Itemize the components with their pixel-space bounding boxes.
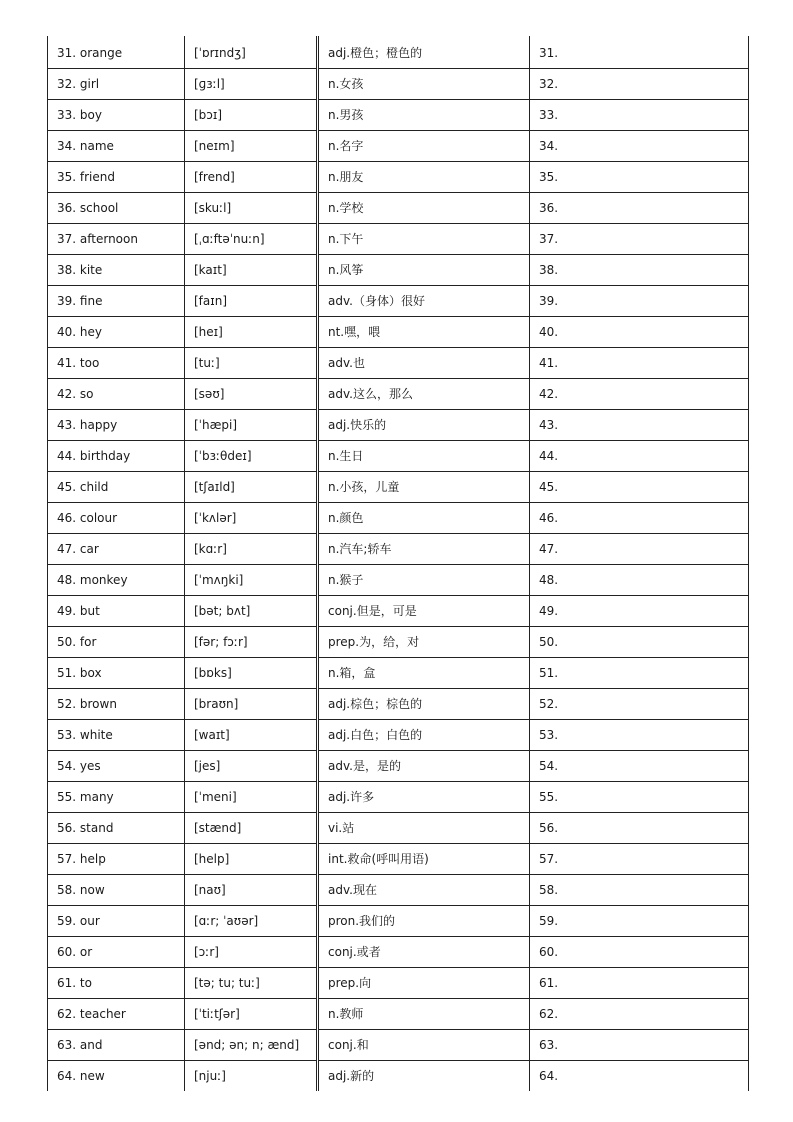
phonetic-cell: [ɡɜːl] (185, 69, 318, 100)
word-cell: 48. monkey (48, 565, 185, 596)
phonetic-cell: [ənd; ən; n; ænd] (185, 1030, 318, 1061)
phonetic-cell: [jes] (185, 751, 318, 782)
table-row (48, 875, 749, 906)
answer-cell: 48. (530, 565, 749, 596)
table-row (48, 937, 749, 968)
table-row (48, 472, 749, 503)
phonetic-cell: [neɪm] (185, 131, 318, 162)
answer-cell: 63. (530, 1030, 749, 1061)
word-cell: 40. hey (48, 317, 185, 348)
table-row (48, 410, 749, 441)
phonetic-cell: [ˈmʌŋki] (185, 565, 318, 596)
table-row (48, 224, 749, 255)
word-cell: 33. boy (48, 100, 185, 131)
definition-cell: int.救命(呼叫用语) (318, 844, 530, 875)
phonetic-cell: [tuː] (185, 348, 318, 379)
answer-cell: 47. (530, 534, 749, 565)
phonetic-cell: [kɑːr] (185, 534, 318, 565)
word-cell: 31. orange (48, 36, 185, 69)
phonetic-cell: [braʊn] (185, 689, 318, 720)
definition-cell: n.猴子 (318, 565, 530, 596)
answer-cell: 49. (530, 596, 749, 627)
phonetic-cell: [waɪt] (185, 720, 318, 751)
answer-cell: 46. (530, 503, 749, 534)
phonetic-cell: [ˈɒrɪndʒ] (185, 36, 318, 69)
table-row (48, 348, 749, 379)
table-row (48, 565, 749, 596)
word-cell: 43. happy (48, 410, 185, 441)
table-row (48, 162, 749, 193)
phonetic-cell: [frend] (185, 162, 318, 193)
answer-cell: 41. (530, 348, 749, 379)
definition-cell: adj.快乐的 (318, 410, 530, 441)
answer-cell: 42. (530, 379, 749, 410)
definition-cell: adv.也 (318, 348, 530, 379)
vocabulary-table-body (48, 36, 749, 1091)
definition-cell: n.女孩 (318, 69, 530, 100)
phonetic-cell: [ɑːr; ˈaʊər] (185, 906, 318, 937)
word-cell: 46. colour (48, 503, 185, 534)
answer-cell: 40. (530, 317, 749, 348)
answer-cell: 52. (530, 689, 749, 720)
word-cell: 47. car (48, 534, 185, 565)
definition-cell: pron.我们的 (318, 906, 530, 937)
word-cell: 44. birthday (48, 441, 185, 472)
table-row (48, 844, 749, 875)
word-cell: 62. teacher (48, 999, 185, 1030)
definition-cell: prep.向 (318, 968, 530, 999)
answer-cell: 35. (530, 162, 749, 193)
answer-cell: 55. (530, 782, 749, 813)
phonetic-cell: [səʊ] (185, 379, 318, 410)
answer-cell: 59. (530, 906, 749, 937)
phonetic-cell: [fər; fɔːr] (185, 627, 318, 658)
vocabulary-table (47, 36, 749, 1091)
word-cell: 58. now (48, 875, 185, 906)
table-row (48, 596, 749, 627)
word-cell: 55. many (48, 782, 185, 813)
word-cell: 53. white (48, 720, 185, 751)
answer-cell: 45. (530, 472, 749, 503)
definition-cell: adv.这么，那么 (318, 379, 530, 410)
table-row (48, 968, 749, 999)
phonetic-cell: [kaɪt] (185, 255, 318, 286)
word-cell: 56. stand (48, 813, 185, 844)
answer-cell: 39. (530, 286, 749, 317)
definition-cell: adj.许多 (318, 782, 530, 813)
definition-cell: conj.但是，可是 (318, 596, 530, 627)
word-cell: 36. school (48, 193, 185, 224)
answer-cell: 61. (530, 968, 749, 999)
answer-cell: 44. (530, 441, 749, 472)
answer-cell: 50. (530, 627, 749, 658)
answer-cell: 54. (530, 751, 749, 782)
table-row (48, 69, 749, 100)
word-cell: 64. new (48, 1061, 185, 1092)
word-cell: 51. box (48, 658, 185, 689)
table-row (48, 317, 749, 348)
definition-cell: conj.或者 (318, 937, 530, 968)
phonetic-cell: [heɪ] (185, 317, 318, 348)
word-cell: 63. and (48, 1030, 185, 1061)
definition-cell: n.男孩 (318, 100, 530, 131)
table-row (48, 782, 749, 813)
word-cell: 34. name (48, 131, 185, 162)
answer-cell: 38. (530, 255, 749, 286)
word-cell: 45. child (48, 472, 185, 503)
answer-cell: 32. (530, 69, 749, 100)
table-row (48, 1061, 749, 1092)
definition-cell: adj.橙色；橙色的 (318, 36, 530, 69)
definition-cell: vi.站 (318, 813, 530, 844)
answer-cell: 57. (530, 844, 749, 875)
word-cell: 52. brown (48, 689, 185, 720)
answer-cell: 62. (530, 999, 749, 1030)
table-row (48, 193, 749, 224)
table-row (48, 720, 749, 751)
word-cell: 61. to (48, 968, 185, 999)
word-cell: 39. fine (48, 286, 185, 317)
word-cell: 42. so (48, 379, 185, 410)
word-cell: 49. but (48, 596, 185, 627)
table-row (48, 441, 749, 472)
word-cell: 54. yes (48, 751, 185, 782)
definition-cell: n.汽车;轿车 (318, 534, 530, 565)
phonetic-cell: [stænd] (185, 813, 318, 844)
definition-cell: adj.棕色；棕色的 (318, 689, 530, 720)
word-cell: 35. friend (48, 162, 185, 193)
definition-cell: adv.现在 (318, 875, 530, 906)
definition-cell: adv.（身体）很好 (318, 286, 530, 317)
word-cell: 41. too (48, 348, 185, 379)
word-cell: 57. help (48, 844, 185, 875)
answer-cell: 34. (530, 131, 749, 162)
answer-cell: 58. (530, 875, 749, 906)
answer-cell: 31. (530, 36, 749, 69)
phonetic-cell: [bɒks] (185, 658, 318, 689)
phonetic-cell: [ˈtiːtʃər] (185, 999, 318, 1030)
definition-cell: nt.嘿，喂 (318, 317, 530, 348)
definition-cell: n.教师 (318, 999, 530, 1030)
definition-cell: n.名字 (318, 131, 530, 162)
phonetic-cell: [naʊ] (185, 875, 318, 906)
definition-cell: adj.白色；白色的 (318, 720, 530, 751)
definition-cell: n.下午 (318, 224, 530, 255)
answer-cell: 53. (530, 720, 749, 751)
phonetic-cell: [bət; bʌt] (185, 596, 318, 627)
phonetic-cell: [ɔːr] (185, 937, 318, 968)
definition-cell: prep.为，给，对 (318, 627, 530, 658)
table-row (48, 503, 749, 534)
phonetic-cell: [njuː] (185, 1061, 318, 1092)
table-row (48, 286, 749, 317)
definition-cell: adv.是，是的 (318, 751, 530, 782)
definition-cell: n.学校 (318, 193, 530, 224)
definition-cell: n.朋友 (318, 162, 530, 193)
table-row (48, 999, 749, 1030)
table-row (48, 689, 749, 720)
table-row (48, 131, 749, 162)
phonetic-cell: [ˌɑːftəˈnuːn] (185, 224, 318, 255)
definition-cell: conj.和 (318, 1030, 530, 1061)
table-row (48, 534, 749, 565)
word-cell: 38. kite (48, 255, 185, 286)
word-cell: 37. afternoon (48, 224, 185, 255)
answer-cell: 36. (530, 193, 749, 224)
table-row (48, 751, 749, 782)
definition-cell: n.生日 (318, 441, 530, 472)
answer-cell: 33. (530, 100, 749, 131)
answer-cell: 60. (530, 937, 749, 968)
table-row (48, 813, 749, 844)
table-row (48, 379, 749, 410)
word-cell: 50. for (48, 627, 185, 658)
word-cell: 32. girl (48, 69, 185, 100)
answer-cell: 51. (530, 658, 749, 689)
answer-cell: 64. (530, 1061, 749, 1092)
table-row (48, 36, 749, 69)
table-row (48, 627, 749, 658)
phonetic-cell: [bɔɪ] (185, 100, 318, 131)
phonetic-cell: [ˈkʌlər] (185, 503, 318, 534)
phonetic-cell: [skuːl] (185, 193, 318, 224)
word-cell: 60. or (48, 937, 185, 968)
word-cell: 59. our (48, 906, 185, 937)
definition-cell: n.箱，盒 (318, 658, 530, 689)
definition-cell: n.风筝 (318, 255, 530, 286)
table-row (48, 255, 749, 286)
phonetic-cell: [help] (185, 844, 318, 875)
answer-cell: 37. (530, 224, 749, 255)
answer-cell: 43. (530, 410, 749, 441)
definition-cell: n.小孩，儿童 (318, 472, 530, 503)
phonetic-cell: [ˈhæpi] (185, 410, 318, 441)
table-row (48, 658, 749, 689)
definition-cell: adj.新的 (318, 1061, 530, 1092)
phonetic-cell: [tʃaɪld] (185, 472, 318, 503)
phonetic-cell: [ˈmeni] (185, 782, 318, 813)
phonetic-cell: [tə; tu; tuː] (185, 968, 318, 999)
table-row (48, 100, 749, 131)
definition-cell: n.颜色 (318, 503, 530, 534)
phonetic-cell: [ˈbɜːθdeɪ] (185, 441, 318, 472)
answer-cell: 56. (530, 813, 749, 844)
phonetic-cell: [faɪn] (185, 286, 318, 317)
table-row (48, 1030, 749, 1061)
table-row (48, 906, 749, 937)
